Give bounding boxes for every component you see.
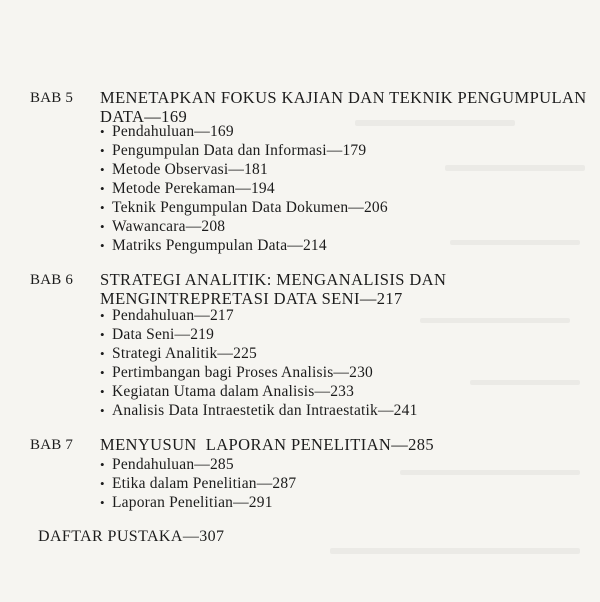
list-item	[100, 382, 418, 401]
chapter-title-line: MENETAPKAN FOKUS KAJIAN DAN TEKNIK PENGUMPULAN	[100, 88, 587, 107]
bullet-icon: •	[100, 403, 105, 418]
bullet-icon: •	[100, 346, 105, 361]
bullet-icon: •	[100, 143, 105, 158]
section-entry: Wawancara—208	[112, 218, 226, 235]
bleed-through-mark	[330, 548, 580, 554]
list-item	[100, 325, 418, 344]
chapter-title	[100, 435, 590, 454]
list-item	[100, 179, 388, 198]
list-item	[100, 401, 418, 420]
bleed-through-mark	[400, 470, 580, 475]
chapter-title	[100, 88, 590, 126]
chapter-title-line: MENGINTREPRETASI DATA SENI—217	[100, 289, 403, 308]
list-item	[100, 306, 418, 325]
bullet-icon: •	[100, 219, 105, 234]
chapter-title-line: STRATEGI ANALITIK: MENGANALISIS DAN	[100, 270, 447, 289]
section-entry: Teknik Pengumpulan Data Dokumen—206	[112, 199, 388, 216]
section-entry: Matriks Pengumpulan Data—214	[112, 237, 327, 254]
chapter-title-line: DATA—169	[100, 107, 188, 126]
bullet-icon: •	[100, 124, 105, 139]
section-entry: Metode Observasi—181	[112, 161, 268, 178]
chapter-title	[100, 270, 590, 308]
list-item	[100, 198, 388, 217]
list-item	[100, 344, 418, 363]
bleed-through-mark	[470, 380, 580, 385]
section-entry: Pendahuluan—285	[112, 456, 234, 473]
bleed-through-mark	[450, 240, 580, 245]
section-entry: Etika dalam Penelitian—287	[112, 475, 297, 492]
list-item	[100, 217, 388, 236]
section-entry: Pengumpulan Data dan Informasi—179	[112, 142, 367, 159]
bullet-icon: •	[100, 457, 105, 472]
section-list	[100, 306, 418, 420]
list-item	[100, 141, 388, 160]
chapter-title-line: MENYUSUN LAPORAN PENELITIAN—285	[100, 435, 435, 454]
bullet-icon: •	[100, 162, 105, 177]
bullet-icon: •	[100, 327, 105, 342]
bleed-through-mark	[420, 318, 570, 323]
bibliography-entry: DAFTAR PUSTAKA—307	[38, 528, 225, 545]
list-item	[100, 236, 388, 255]
section-entry: Pertimbangan bagi Proses Analisis—230	[112, 364, 373, 381]
list-item	[100, 363, 418, 382]
section-entry: Metode Perekaman—194	[112, 180, 275, 197]
chapter-label: BAB 7	[30, 437, 74, 453]
section-entry: Strategi Analitik—225	[112, 345, 257, 362]
bullet-icon: •	[100, 365, 105, 380]
bullet-icon: •	[100, 238, 105, 253]
section-entry: Data Seni—219	[112, 326, 215, 343]
bullet-icon: •	[100, 384, 105, 399]
section-entry: Laporan Penelitian—291	[112, 494, 273, 511]
list-item	[100, 493, 296, 512]
section-entry: Kegiatan Utama dalam Analisis—233	[112, 383, 355, 400]
bullet-icon: •	[100, 181, 105, 196]
bleed-through-mark	[445, 165, 585, 171]
section-entry: Pendahuluan—169	[112, 123, 234, 140]
chapter-label: BAB 6	[30, 272, 74, 288]
list-item	[100, 160, 388, 179]
chapter-label: BAB 5	[30, 90, 74, 106]
bullet-icon: •	[100, 495, 105, 510]
bullet-icon: •	[100, 476, 105, 491]
bullet-icon: •	[100, 308, 105, 323]
list-item	[100, 474, 296, 493]
bullet-icon: •	[100, 200, 105, 215]
section-list	[100, 455, 296, 512]
list-item	[100, 122, 388, 141]
section-entry: Analisis Data Intraestetik dan Intraestatik—241	[112, 402, 418, 419]
section-entry: Pendahuluan—217	[112, 307, 234, 324]
section-list	[100, 122, 388, 255]
list-item	[100, 455, 296, 474]
